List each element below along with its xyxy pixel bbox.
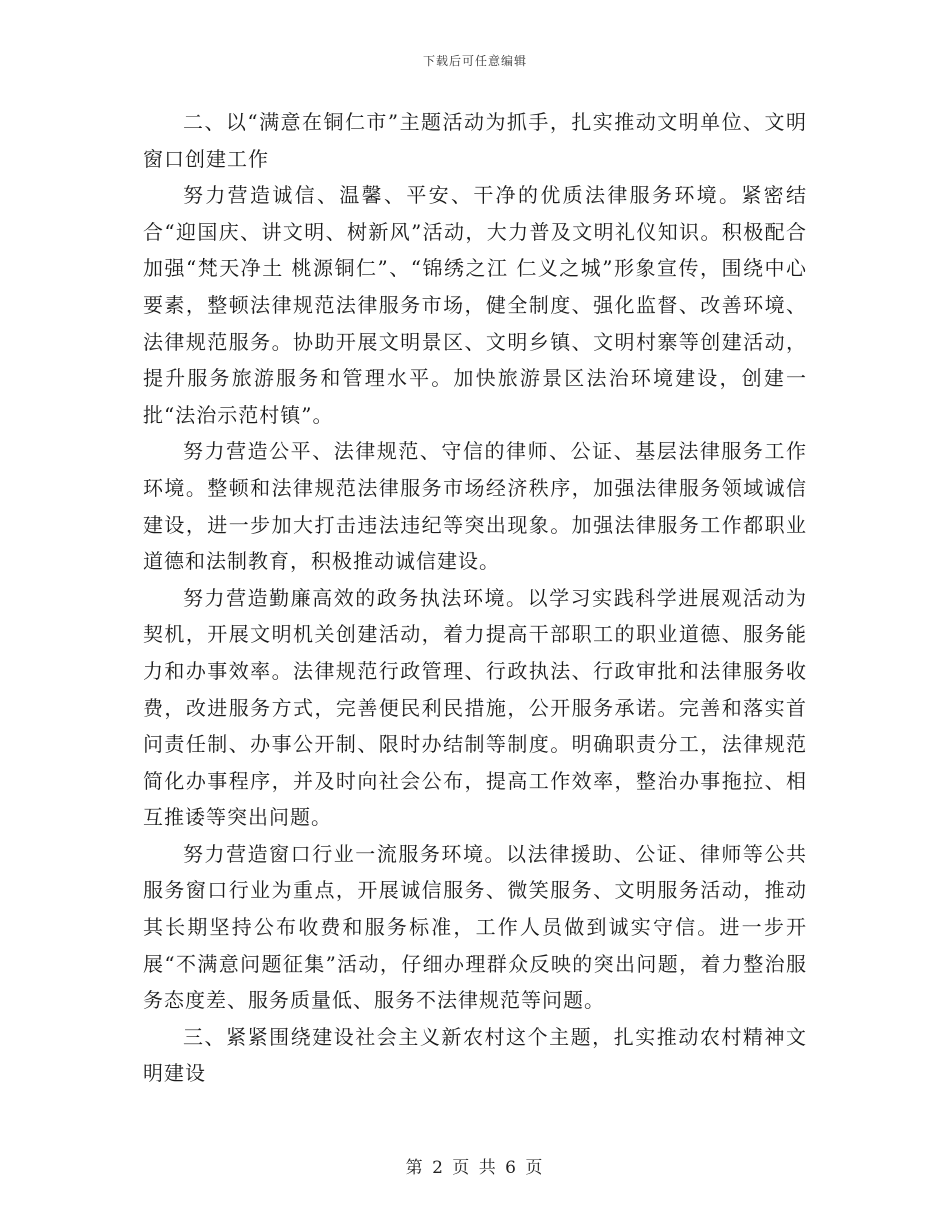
body-paragraph: 努力营造诚信、温馨、平安、干净的优质法律服务环境。紧密结合“迎国庆、讲文明、树新风”活动，大力普及文明礼仪知识。积极配合加强“梵天净土 桃源铜仁”、“锦绣之江 仁义之城”形象宣传，围绕中心要素，整顿法律规范法律服务市场，健全制度、强化监督、改善环境、法律规范服务。协助开展文明景区、文明乡镇、文明村寨等创建活动，提升服务旅游服务和管理水平。加快旅游景区法治环境建设，创建一批“法治示范村镇”。 bbox=[143, 183, 807, 427]
document-body bbox=[143, 104, 807, 1092]
page-header: 下载后可任意编辑 bbox=[422, 54, 527, 68]
body-paragraph: 努力营造窗口行业一流服务环境。以法律援助、公证、律师等公共服务窗口行业为重点，开展诚信服务、微笑服务、文明服务活动，推动其长期坚持公布收费和服务标准，工作人员做到诚实守信。进一步开展“不满意问题征集”活动，仔细办理群众反映的突出问题，着力整治服务态度差、服务质量低、服务不法律规范等问题。 bbox=[143, 841, 807, 1013]
body-paragraph: 努力营造公平、法律规范、守信的律师、公证、基层法律服务工作环境。整顿和法律规范法律服务市场经济秩序，加强法律服务领域诚信建设，进一步加大打击违法违纪等突出现象。加强法律服务工作都职业道德和法制教育，积极推动诚信建设。 bbox=[143, 439, 807, 574]
page-number: 第 2 页 共 6 页 bbox=[405, 1158, 545, 1178]
body-paragraph: 努力营造勤廉高效的政务执法环境。以学习实践科学进展观活动为契机，开展文明机关创建活动，着力提高干部职工的职业道德、服务能力和办事效率。法律规范行政管理、行政执法、行政审批和法律服务收费，改进服务方式，完善便民利民措施，公开服务承诺。完善和落实首问责任制、办事公开制、限时办结制等制度。明确职责分工，法律规范简化办事程序，并及时向社会公布，提高工作效率，整治办事拖拉、相互推诿等突出问题。 bbox=[143, 585, 807, 830]
section-heading-3: 三、紧紧围绕建设社会主义新农村这个主题，扎实推动农村精神文明建设 bbox=[143, 1024, 807, 1086]
section-heading-2: 二、以“满意在铜仁市”主题活动为抓手，扎实推动文明单位、文明窗口创建工作 bbox=[143, 110, 807, 171]
